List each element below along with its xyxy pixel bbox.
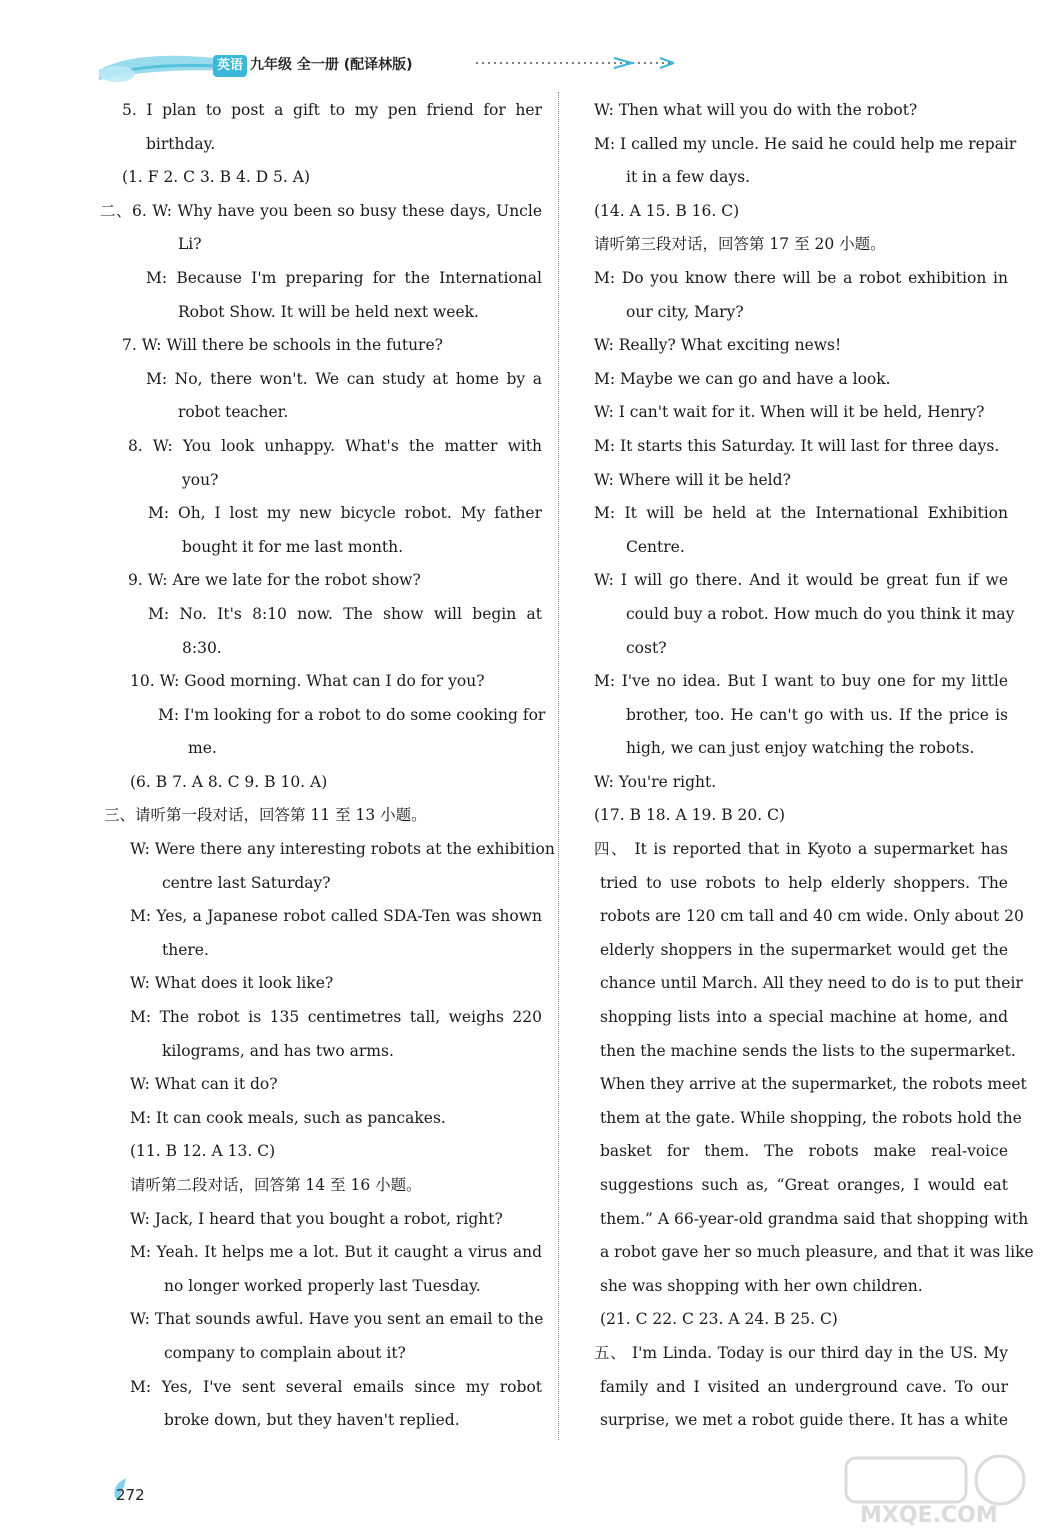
text-line xyxy=(594,94,1008,128)
text-line-content: W: Where will it be held? xyxy=(594,470,791,489)
text-line-content: Robot Show. It will be held next week. xyxy=(178,302,479,321)
text-line xyxy=(594,564,1008,598)
text-line-content: kilograms, and has two arms. xyxy=(162,1041,394,1060)
text-line-content: cost? xyxy=(626,638,667,657)
text-line xyxy=(100,161,542,195)
text-line-content: chance until March. All they need to do is to put their xyxy=(600,974,1023,993)
text-line-content: W: What can it do? xyxy=(130,1075,278,1094)
text-line xyxy=(100,799,542,833)
text-line-content: M: The robot is 135 centimetres tall, weighs 220 xyxy=(130,1008,542,1027)
text-line-content: (17. B 18. A 19. B 20. C) xyxy=(594,806,786,825)
text-line xyxy=(100,1035,542,1069)
text-line xyxy=(594,1135,1008,1169)
text-line xyxy=(100,363,542,397)
text-line-content: 三、请听第一段对话，回答第 11 至 13 小题。 xyxy=(104,806,427,825)
text-line-content: she was shopping with her own children. xyxy=(600,1276,923,1295)
text-line-content: 7. W: Will there be schools in the future? xyxy=(122,336,443,355)
text-line xyxy=(100,1203,542,1237)
text-line xyxy=(100,430,542,464)
running-header xyxy=(213,54,413,76)
text-line xyxy=(594,1203,1029,1237)
text-line xyxy=(100,1001,542,1035)
text-line-content: M: No, there won't. We can study at home by a xyxy=(146,369,542,388)
right-column xyxy=(594,94,1034,1438)
text-line xyxy=(594,732,1008,766)
svg-text:MXQE.COM: MXQE.COM xyxy=(860,1503,998,1528)
text-line-content: 请听第二段对话，回答第 14 至 16 小题。 xyxy=(130,1176,422,1194)
text-line xyxy=(594,1068,1027,1102)
text-line-content: (21. C 22. C 23. A 24. B 25. C) xyxy=(600,1310,838,1329)
text-line-content: (1. F 2. C 3. B 4. D 5. A) xyxy=(122,168,311,187)
text-line-content: M: It will be held at the International Exhibition xyxy=(594,504,1008,523)
text-line-content: you? xyxy=(182,470,219,489)
text-line xyxy=(594,934,1008,968)
column-divider xyxy=(558,92,559,1440)
text-line-content: brother, too. He can't go with us. If the price is xyxy=(626,705,1008,724)
header-dotted-arrow-decoration xyxy=(474,56,674,70)
text-line xyxy=(100,699,546,733)
text-line xyxy=(100,867,542,901)
text-line-content: W: Really? What exciting news! xyxy=(594,336,842,355)
text-line xyxy=(594,1371,1008,1405)
text-line-content: 9. W: Are we late for the robot show? xyxy=(128,571,421,590)
text-line xyxy=(594,632,1008,666)
text-line xyxy=(594,900,1024,934)
text-line xyxy=(100,94,542,128)
text-line xyxy=(594,464,1008,498)
text-line xyxy=(594,296,1008,330)
text-line xyxy=(100,1135,542,1169)
text-line-content: it in a few days. xyxy=(626,168,751,187)
text-line xyxy=(100,632,542,666)
text-line xyxy=(100,1337,542,1371)
text-line-content: company to complain about it? xyxy=(164,1343,406,1362)
text-line-content: M: It starts this Saturday. It will last for three days. xyxy=(594,436,1000,455)
text-line xyxy=(594,833,1008,867)
text-line-content: W: I can't wait for it. When will it be held, Henry? xyxy=(594,403,985,422)
text-line xyxy=(594,766,1008,800)
text-line xyxy=(100,1236,542,1270)
text-line-content: me. xyxy=(188,739,217,758)
text-line-content: bought it for me last month. xyxy=(182,537,404,556)
text-line xyxy=(594,396,1008,430)
text-line-content: tried to use robots to help elderly shoppers. The xyxy=(600,873,1008,892)
text-line xyxy=(594,430,1008,464)
text-line-content: broke down, but they haven't replied. xyxy=(164,1411,460,1430)
text-line-content: (11. B 12. A 13. C) xyxy=(130,1142,276,1161)
text-line xyxy=(100,228,542,262)
text-line-content: (14. A 15. B 16. C) xyxy=(594,201,740,220)
text-line xyxy=(100,128,542,162)
text-line xyxy=(100,464,542,498)
text-line-content: robot teacher. xyxy=(178,403,289,422)
text-line xyxy=(594,1035,1016,1069)
text-line xyxy=(100,195,542,229)
text-line xyxy=(594,128,1017,162)
text-line xyxy=(594,867,1008,901)
text-line-content: M: I called my uncle. He said he could help me repair xyxy=(594,134,1017,153)
text-line-content: W: That sounds awful. Have you sent an email to the xyxy=(130,1310,544,1329)
text-line-content: M: Yes, a Japanese robot called SDA-Ten was shown xyxy=(130,907,542,926)
text-line xyxy=(594,195,1008,229)
text-line xyxy=(100,598,542,632)
text-line xyxy=(100,564,542,598)
left-column xyxy=(100,94,555,1438)
text-line-content: 8. W: You look unhappy. What's the matter with xyxy=(128,436,542,455)
text-line xyxy=(100,1068,542,1102)
text-line xyxy=(100,934,542,968)
text-line-content: suggestions such as, “Great oranges, I would eat xyxy=(600,1176,1008,1194)
text-line-content: W: You're right. xyxy=(594,772,717,791)
text-line xyxy=(594,228,1008,262)
text-line-content: M: Do you know there will be a robot exhibition in xyxy=(594,268,1008,287)
text-line-content: 二、6. W: Why have you been so busy these days, Uncle xyxy=(100,201,542,220)
text-line xyxy=(594,1337,1008,1371)
text-line xyxy=(594,1404,1008,1438)
text-line-content: there. xyxy=(162,940,209,959)
text-line-content: W: Then what will you do with the robot? xyxy=(594,101,918,119)
text-line xyxy=(594,531,1008,565)
text-line-content: M: I've no idea. But I want to buy one for my little xyxy=(594,672,1008,691)
text-line xyxy=(594,1102,1022,1136)
text-line xyxy=(100,1270,542,1304)
text-line xyxy=(594,329,1008,363)
text-line-content: then the machine sends the lists to the supermarket. xyxy=(600,1041,1016,1060)
text-line-content: Centre. xyxy=(626,537,685,556)
text-line-content: 5. I plan to post a gift to my pen friend for her xyxy=(122,101,542,119)
text-line-content: could buy a robot. How much do you think it may xyxy=(626,604,1015,623)
text-line-content: basket for them. The robots make real-voice xyxy=(600,1142,1008,1161)
text-line-content: W: What does it look like? xyxy=(130,974,334,993)
text-line xyxy=(594,1303,1008,1337)
text-line xyxy=(594,363,1008,397)
text-line xyxy=(100,262,542,296)
text-line-content: family and I visited an underground cave. To our xyxy=(600,1377,1008,1396)
text-line-content: them.” A 66-year-old grandma said that shopping with xyxy=(600,1209,1029,1228)
text-line xyxy=(594,1236,1034,1270)
text-line-content: M: Oh, I lost my new bicycle robot. My father xyxy=(148,504,542,523)
text-line-content: (6. B 7. A 8. C 9. B 10. A) xyxy=(130,772,328,791)
text-line xyxy=(594,1001,1008,1035)
text-line-content: W: Jack, I heard that you bought a robot, right? xyxy=(130,1209,503,1228)
text-line-content: W: I will go there. And it would be great fun if we xyxy=(594,571,1008,590)
text-line xyxy=(100,1169,542,1203)
text-line-content: When they arrive at the supermarket, the robots meet xyxy=(600,1075,1027,1094)
text-line-content: them at the gate. While shopping, the robots hold the xyxy=(600,1108,1022,1127)
header-title: 九年级 全一册 (配译林版) xyxy=(250,57,413,73)
text-line xyxy=(594,262,1008,296)
text-line xyxy=(594,1169,1008,1203)
text-line-content: surprise, we met a robot guide there. It has a white xyxy=(600,1411,1008,1430)
text-line-content: no longer worked properly last Tuesday. xyxy=(164,1276,481,1295)
header-subject-badge: 英语 xyxy=(213,55,247,77)
text-line xyxy=(100,1404,542,1438)
text-line xyxy=(100,396,542,430)
text-line xyxy=(100,732,542,766)
text-line-content: our city, Mary? xyxy=(626,302,744,321)
text-line-content: M: It can cook meals, such as pancakes. xyxy=(130,1108,446,1127)
text-line-content: M: Yeah. It helps me a lot. But it caught a virus and xyxy=(130,1243,542,1262)
text-line-content: 四、 It is reported that in Kyoto a supermarket has xyxy=(594,840,1008,859)
text-line-content: 请听第三段对话，回答第 17 至 20 小题。 xyxy=(594,235,886,254)
text-line xyxy=(594,799,1008,833)
text-line xyxy=(100,497,542,531)
text-line xyxy=(100,531,542,565)
text-line-content: M: No. It's 8:10 now. The show will begin at xyxy=(148,604,542,623)
page-number: 272 xyxy=(116,1486,145,1504)
text-line-content: M: Maybe we can go and have a look. xyxy=(594,369,891,388)
watermark-logo xyxy=(840,1450,1040,1530)
text-line xyxy=(594,161,1008,195)
text-line-content: a robot gave her so much pleasure, and that it was like xyxy=(600,1243,1034,1262)
text-line xyxy=(594,497,1008,531)
text-line-content: M: Because I'm preparing for the International xyxy=(146,268,542,287)
text-line-content: centre last Saturday? xyxy=(162,873,331,892)
text-line xyxy=(594,699,1008,733)
text-line xyxy=(100,766,542,800)
text-line-content: robots are 120 cm tall and 40 cm wide. Only about 20 xyxy=(600,907,1024,926)
text-line-content: 五、 I'm Linda. Today is our third day in the US. My xyxy=(594,1343,1008,1362)
text-line xyxy=(594,598,1015,632)
text-line xyxy=(100,967,542,1001)
text-line-content: 10. W: Good morning. What can I do for you? xyxy=(130,672,485,691)
text-line xyxy=(100,329,542,363)
text-line xyxy=(594,665,1008,699)
text-line-content: 8:30. xyxy=(182,638,222,657)
text-line xyxy=(100,296,542,330)
text-line xyxy=(100,833,555,867)
text-line xyxy=(594,967,1023,1001)
text-line-content: M: I'm looking for a robot to do some cooking for xyxy=(158,705,546,724)
text-line-content: elderly shoppers in the supermarket would get the xyxy=(600,940,1008,959)
text-line xyxy=(100,1371,542,1405)
text-line-content: W: Were there any interesting robots at the exhibition xyxy=(130,840,555,859)
text-line-content: Li? xyxy=(178,235,202,254)
text-line-content: high, we can just enjoy watching the robots. xyxy=(626,739,975,758)
text-line xyxy=(594,1270,1008,1304)
text-line xyxy=(100,665,542,699)
text-line xyxy=(100,1102,542,1136)
text-line xyxy=(100,900,542,934)
text-line xyxy=(100,1303,542,1337)
text-line-content: shopping lists into a special machine at home, and xyxy=(600,1008,1008,1027)
text-line-content: birthday. xyxy=(146,134,216,153)
text-line-content: M: Yes, I've sent several emails since my robot xyxy=(130,1377,542,1396)
